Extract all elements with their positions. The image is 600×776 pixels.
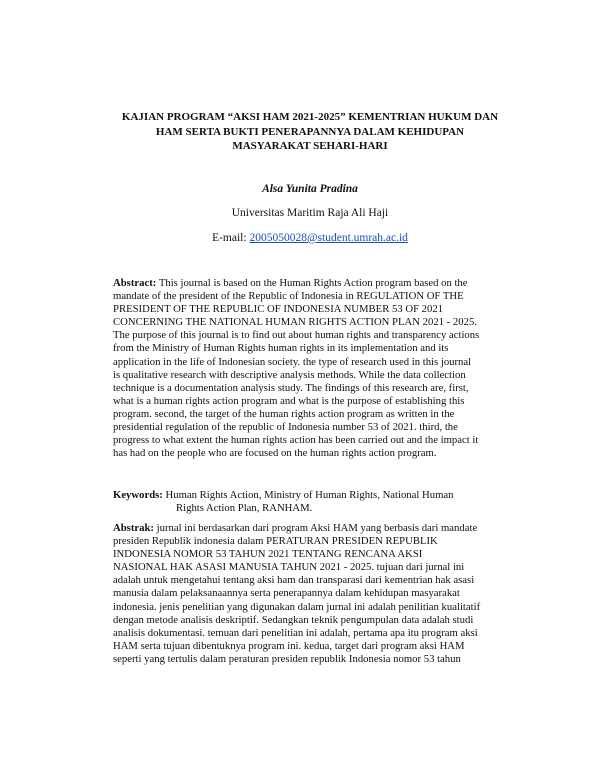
abstract-label: Abstract: [113,277,157,289]
abstrak-line: HAM serta tujuan dibentuknya program ini. kedua, target dari program aksi HAM [113,639,465,652]
keywords-label: Keywords: [113,489,163,501]
abstract-line: progress to what extent the human rights action has been carried out and the impact it [113,434,479,447]
keywords-section [113,489,533,515]
abstract-line: mandate of the president of the Republic of Indonesia in REGULATION OF THE [113,290,464,303]
title-line: MASYARAKAT SEHARI-HARI [232,140,388,152]
abstrak-line: manusia dalam pelaksanaannya serta penerapannya dalam kehidupan masyarakat [113,587,460,600]
email-link[interactable]: 2005050028@student.umrah.ac.id [249,232,408,244]
title-line: KAJIAN PROGRAM “AKSI HAM 2021-2025” KEMENTRIAN HUKUM DAN [121,111,499,123]
abstrak-line: indonesia. jenis penelitian yang digunakan dalam jurnal ini adalah penilitian kualitatif [113,600,481,613]
abstrak-line: NASIONAL HAK ASASI MANUSIA TAHUN 2021 - 2025. tujuan dari jurnal ini [113,561,465,574]
abstrak-line: presiden Republik indonesia dalam PERATURAN PRESIDEN REPUBLIK [113,535,438,548]
abstract-line: CONCERNING THE NATIONAL HUMAN RIGHTS ACTION PLAN 2021 - 2025. [113,316,477,329]
abstrak-line: seperti yang tertulis dalam peraturan presiden republik Indonesia nomor 53 tahun [113,652,461,665]
abstract-text: This journal is based on the Human Rights Action program based on the [156,277,468,289]
abstrak-section [113,522,533,666]
author-name: Alsa Yunita Pradina [262,183,358,195]
abstract-line: is qualitative research with descriptive analysis methods. While the data collection [113,368,466,381]
keywords-line: Rights Action Plan, RANHAM. [176,502,313,515]
abstract-line: what is a human rights action program and what is the purpose of establishing this [113,394,465,407]
author-affiliation: Universitas Maritim Raja Ali Haji [231,207,389,219]
abstrak-label: Abstrak: [113,522,154,534]
abstract-line: from the Ministry of Human Rights human rights in its implementation and its [113,342,449,355]
email-label: E-mail: [212,232,250,244]
abstract-line: PRESIDENT OF THE REPUBLIC OF INDONESIA NUMBER 53 OF 2021 [113,303,444,316]
abstrak-line [113,522,533,535]
abstract-line [113,277,533,290]
title-line: HAM SERTA BUKTI PENERAPANNYA DALAM KEHIDUPAN [155,125,465,138]
abstrak-line: analisis dokumentasi. temuan dari penelitian ini adalah, pertama apa itu program aksi [113,626,478,639]
abstract-line: application in the life of Indonesian society. the type of research used in this journal [113,355,472,368]
abstract-section [113,277,533,460]
author-email [0,232,600,244]
keywords-line [113,489,533,502]
abstrak-line: INDONESIA NOMOR 53 TAHUN 2021 TENTANG RENCANA AKSI [113,548,423,561]
paper-title [100,110,520,154]
abstract-line: The purpose of this journal is to find out about human rights and transparency actions [113,329,480,342]
abstrak-text: jurnal ini berdasarkan dari program Aksi HAM yang berbasis dari mandate [153,522,478,534]
abstract-line: program. second, the target of the human rights action program as written in the [113,407,455,420]
abstract-line: has had on the people who are focused on the human rights action program. [113,447,437,460]
abstract-line: presidential regulation of the republic of Indonesia number 53 of 2021. third, the [113,421,458,434]
abstrak-line: dengan metode analisis deskriptif. Sedangkan teknik pengumpulan data adalah studi [113,613,474,626]
abstract-line: technique is a documentation analysis study. The findings of this research are, first, [113,381,469,394]
keywords-text: Human Rights Action, Ministry of Human Rights, National Human [162,489,454,501]
abstrak-line: adalah untuk mengetahui tentang aksi ham dan transparasi dari kementrian hak asasi [113,574,475,587]
